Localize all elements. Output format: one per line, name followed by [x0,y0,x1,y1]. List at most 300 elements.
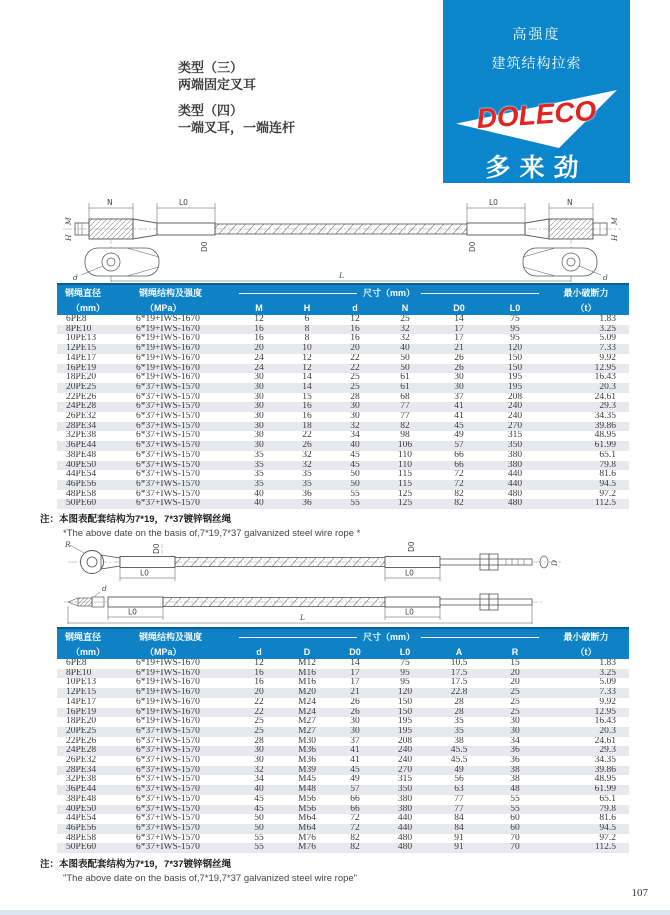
cell: 35 [302,470,312,480]
note1-english: *The above date on the basis of,7*19,7*37 galvanized steel wire rope * [63,528,361,539]
cell: 440 [397,823,413,833]
cell: 240 [397,746,413,756]
note-table2 [40,856,357,884]
cell: 315 [397,775,413,785]
cell: 30 [254,746,264,756]
cell: 20 [510,678,520,688]
cell: M64 [298,823,316,833]
cell: 16.43 [594,717,617,727]
cell: 112.5 [594,843,617,853]
cell: 60 [510,823,520,833]
col-dim-L0: L0 [379,645,431,659]
table-row [57,678,629,688]
cell: 6*19+IWS-1670 [136,707,200,717]
cell: 35 [302,479,312,489]
cell: 40 [350,441,360,451]
cell: 6*19+IWS-1670 [136,315,200,324]
cell: 61 [400,382,410,392]
cell: 30 [350,412,360,422]
cell: 22 [350,353,360,363]
dim-label-d0-right: D0 [468,241,477,252]
cell: 44PE54 [66,470,97,480]
cell: 40 [254,499,264,509]
cell: 30 [254,441,264,451]
cell: 16 [254,334,264,344]
cell: M27 [298,717,316,727]
table-row [57,383,629,393]
cell: 110 [398,460,412,470]
cell: 480 [507,499,523,509]
cell: 10.5 [450,659,468,668]
cell: 25 [254,717,264,727]
dim-label-l0-right: L0 [489,198,498,207]
cell: 55 [254,833,264,843]
cell: 77 [454,804,464,814]
col-rope-structure: 钢绳结构及强度 [131,284,235,301]
dim-label-l0-top-a: L0 [140,568,149,578]
col-dim-D: D [283,645,331,659]
col-rope-structure-unit: （MPa） [131,301,235,315]
cell: 48PE58 [66,833,97,843]
cell: 6*37+IWS-1570 [136,785,200,795]
table-row [57,737,629,747]
cell: 94.5 [599,823,617,833]
cell: 22 [254,697,264,707]
cell: 30 [254,431,264,441]
cell: 25 [400,315,410,324]
cell: 6*19+IWS-1670 [136,678,200,688]
cell: 72 [350,814,360,824]
cell: 32 [400,324,410,334]
cell: 22 [302,431,312,441]
col-rope-structure-unit: （MPa） [131,645,235,659]
cell: 55 [254,843,264,853]
col-dim-H: H [283,301,331,315]
cell: 95 [400,668,410,678]
diagram-type3-cable [55,196,630,289]
cell: 61 [400,373,410,383]
table-row [57,402,629,412]
cell: 480 [397,843,413,853]
dim-label-d0-top-left: D0 [152,543,161,554]
cell: 77 [400,402,410,412]
cell: 57 [350,785,360,795]
cell: M39 [298,765,316,775]
table-row [57,834,629,844]
cell: 48PE58 [66,489,97,499]
dim-label-n-right: N [567,198,573,207]
brand-chinese-name: 多来劲 [485,154,588,182]
cell: M27 [298,726,316,736]
cell: 65.1 [599,450,617,460]
cell: 49 [350,775,360,785]
cell: 28PE34 [66,765,97,775]
col-min-breaking-force: 最小破断力 [543,628,629,645]
table-row [57,470,629,480]
note2-chinese: 注：本图表配套结构为7*19，7*37镀锌钢丝绳 [40,859,232,870]
table-row [57,315,629,325]
cell: 36PE44 [66,785,97,795]
cell: 440 [397,814,413,824]
col-dim-D0: D0 [331,645,379,659]
cell: 12 [254,315,264,324]
cell: 315 [507,431,523,441]
cell: 30 [454,373,464,383]
cell: 5.09 [599,678,617,688]
cell: 30 [254,421,264,431]
cell: 17.5 [450,678,468,688]
cell: 30 [350,726,360,736]
cell: 195 [507,373,523,383]
cell: 22.8 [450,688,468,698]
banner-line1: 高强度 [512,26,561,42]
table2-body [57,659,629,853]
cell: 22PE26 [66,736,97,746]
cell: 240 [507,402,523,412]
cell: M45 [298,775,316,785]
cell: 75 [400,659,410,668]
cell: 6*19+IWS-1670 [136,363,200,373]
cell: 25 [510,697,520,707]
cell: 28 [454,697,464,707]
cell: 82 [350,833,360,843]
cell: 208 [507,392,523,402]
cell: 81.6 [599,814,617,824]
cell: 125 [397,489,413,499]
cell: 17 [454,324,464,334]
col-dimensions-group: 尺寸（mm） [235,628,543,645]
table-row [57,795,629,805]
cell: 12 [254,659,264,668]
cell: 37 [350,736,360,746]
table-row [57,334,629,344]
cell: 22 [350,363,360,373]
cell: 16 [302,402,312,412]
cell: 24.61 [594,392,617,402]
cell: 30 [254,382,264,392]
cell: 50 [350,470,360,480]
cell: 350 [507,441,523,451]
type3-desc: 两端固定叉耳 [178,77,257,92]
cell: 82 [400,421,410,431]
cell: 6PE8 [66,659,87,668]
cell: 480 [507,489,523,499]
cell: 30 [254,402,264,412]
cell: 18 [302,421,312,431]
col-rope-structure: 钢绳结构及强度 [131,628,235,645]
cell: 24 [254,363,264,373]
cell: 125 [397,499,413,509]
table-row [57,843,629,853]
cell: 40 [400,344,410,354]
cell: 82 [454,489,464,499]
cell: 61.99 [594,441,617,451]
dim-label-l2: L [300,613,305,622]
cell: 8 [304,324,310,334]
type-captions [178,59,295,145]
cell: 34 [254,775,264,785]
cell: 97.2 [599,489,617,499]
spec-table-type4 [57,627,629,853]
table-row [57,805,629,815]
cell: 39.86 [594,765,617,775]
doleco-logo [456,86,617,150]
type4-title: 类型（四） [178,103,244,118]
cell: 150 [507,363,523,373]
cell: 6*37+IWS-1570 [136,756,200,766]
cell: 36 [302,499,312,509]
cell: 29.3 [599,402,617,412]
cell: 6*37+IWS-1570 [136,843,200,853]
cell: 45.5 [450,756,468,766]
cell: 6*19+IWS-1670 [136,334,200,344]
type3-caption [178,59,295,93]
cell: 12PE15 [66,688,97,698]
cell: 34 [510,736,520,746]
cell: 26PE32 [66,412,97,422]
dim-label-m-right: M [610,217,619,225]
cell: 91 [454,843,464,853]
cell: 30 [350,717,360,727]
cell: 9.92 [599,353,617,363]
table-row [57,344,629,354]
banner-line2: 建筑结构拉索 [491,55,582,71]
cell: 6*37+IWS-1570 [136,794,200,804]
cell: 6*37+IWS-1570 [136,765,200,775]
table-row [57,364,629,374]
cell: 14 [454,315,464,324]
table-row [57,431,629,441]
cell: 48.95 [594,431,617,441]
cell: 35 [254,460,264,470]
table-row [57,451,629,461]
cell: 6*37+IWS-1570 [136,804,200,814]
cell: 6*37+IWS-1570 [136,736,200,746]
cell: 6*19+IWS-1670 [136,668,200,678]
brand-banner [443,0,630,183]
cell: 8PE10 [66,668,92,678]
dim-label-l0-bottom-b: L0 [405,607,414,617]
col-min-breaking-unit: （t） [543,301,629,315]
cell: 46PE56 [66,479,97,489]
cell: 10 [302,344,312,354]
cell: 20.3 [599,382,617,392]
cell: 195 [507,382,523,392]
cell: 26 [350,697,360,707]
cell: 6*37+IWS-1570 [136,431,200,441]
cell: 6*37+IWS-1570 [136,814,200,824]
cell: 16 [254,678,264,688]
cell: 48 [510,785,520,795]
cell: 84 [454,814,464,824]
cell: 20 [254,688,264,698]
cell: 1.83 [599,315,617,324]
cell: 81.6 [599,470,617,480]
cell: 195 [397,717,413,727]
cell: 120 [397,688,413,698]
cell: M20 [298,688,316,698]
table-row [57,659,629,669]
cell: M64 [298,814,316,824]
cell: 15 [302,392,312,402]
cell: 120 [507,344,523,354]
cell: 15 [510,659,520,668]
cell: 8 [304,334,310,344]
dim-label-m-left: M [64,217,73,225]
cell: 38 [454,736,464,746]
dim-label-d-left: d [73,273,78,282]
col-dim-d: d [331,301,379,315]
table-row [57,756,629,766]
cell: 14 [302,382,312,392]
cell: 6*37+IWS-1570 [136,746,200,756]
cell: 14 [350,659,360,668]
cell: 6*37+IWS-1570 [136,775,200,785]
cell: 95 [400,678,410,688]
cell: 38PE48 [66,794,97,804]
table-row [57,412,629,422]
table-row [57,698,629,708]
cell: 6*37+IWS-1570 [136,450,200,460]
diagram-type4-cable [62,540,607,630]
cell: 25 [350,382,360,392]
cell: 20.3 [599,726,617,736]
page-bottom-strip [0,910,670,915]
cell: M48 [298,785,316,795]
cell: M76 [298,843,316,853]
cell: 40PE50 [66,804,97,814]
cell: 28PE34 [66,421,97,431]
cell: 30 [510,717,520,727]
dim-label-d-bottom: d [102,584,107,593]
cell: 30 [350,402,360,412]
cell: 50PE60 [66,499,97,509]
cell: 55 [350,499,360,509]
cell: 34.35 [594,412,617,422]
cell: 45 [350,460,360,470]
cell: 6*37+IWS-1570 [136,421,200,431]
cell: 208 [397,736,413,746]
cell: 7.33 [599,688,617,698]
cell: 14PE17 [66,353,97,363]
cell: 9.92 [599,697,617,707]
cell: 35 [454,717,464,727]
cell: 20PE25 [66,382,97,392]
cell: 79.8 [599,804,617,814]
cell: 50 [400,353,410,363]
cell: 77 [454,794,464,804]
cell: 72 [454,470,464,480]
cell: M76 [298,833,316,843]
cell: 480 [397,833,413,843]
cell: 6*37+IWS-1570 [136,470,200,480]
cell: 25 [254,726,264,736]
cell: 3.25 [599,668,617,678]
cell: 22 [254,707,264,717]
cell: 32 [254,765,264,775]
cell: M24 [298,697,316,707]
cell: 46PE56 [66,823,97,833]
cell: 36 [302,489,312,499]
cell: 97.2 [599,833,617,843]
cell: 6*19+IWS-1670 [136,353,200,363]
cell: 95 [510,324,520,334]
cell: 16 [350,334,360,344]
cell: 26 [302,441,312,451]
cell: 28 [350,392,360,402]
table-row [57,393,629,403]
cell: 82 [454,499,464,509]
table-row [57,785,629,795]
cell: 77 [400,412,410,422]
cell: 6*37+IWS-1570 [136,726,200,736]
cell: 106 [397,441,413,451]
col-dimensions-group: 尺寸（mm） [235,284,543,301]
cell: M30 [298,736,316,746]
cell: 24.61 [594,736,617,746]
cell: 65.1 [599,794,617,804]
cell: 24PE28 [66,746,97,756]
cell: 16 [254,668,264,678]
col-rope-diameter: 钢绳直径 [57,284,131,301]
col-rope-diameter-unit: （mm） [57,645,131,659]
cell: 18PE20 [66,717,97,727]
cell: 82 [350,843,360,853]
cell: 14 [302,373,312,383]
cell: 12 [350,315,360,324]
cell: 1.83 [599,659,617,668]
cell: 30 [254,412,264,422]
cell: 30 [454,382,464,392]
cell: 16PE19 [66,707,97,717]
cell: M56 [298,804,316,814]
type4-desc: 一端叉耳，一端连杆 [178,120,296,135]
cell: M16 [298,668,316,678]
cell: 70 [510,833,520,843]
cell: 115 [398,479,412,489]
cell: 21 [350,688,360,698]
logo-wordmark: DOLECO [475,94,598,135]
cell: 380 [397,794,413,804]
cell: 25 [350,373,360,383]
col-dim-R: R [487,645,543,659]
cell: 26 [350,707,360,717]
cell: 17 [350,668,360,678]
table1-header [57,284,629,315]
cell: 240 [397,756,413,766]
table-row [57,688,629,698]
cell: 38 [510,765,520,775]
cell: 79.8 [599,460,617,470]
cell: 24 [254,353,264,363]
cell: 6*19+IWS-1670 [136,344,200,354]
table-row [57,461,629,471]
cell: 41 [350,756,360,766]
cell: 16PE19 [66,363,97,373]
col-dim-L0: L0 [487,301,543,315]
cell: 6*37+IWS-1570 [136,833,200,843]
cell: 60 [510,814,520,824]
cell: 6*37+IWS-1570 [136,382,200,392]
cell: 45 [254,804,264,814]
cell: 20 [350,344,360,354]
dim-label-d-right: d [603,273,608,282]
cell: 40PE50 [66,460,97,470]
cell: 32PE38 [66,431,97,441]
cell: 6*19+IWS-1670 [136,697,200,707]
cell: 20 [254,344,264,354]
cell: 25 [510,707,520,717]
